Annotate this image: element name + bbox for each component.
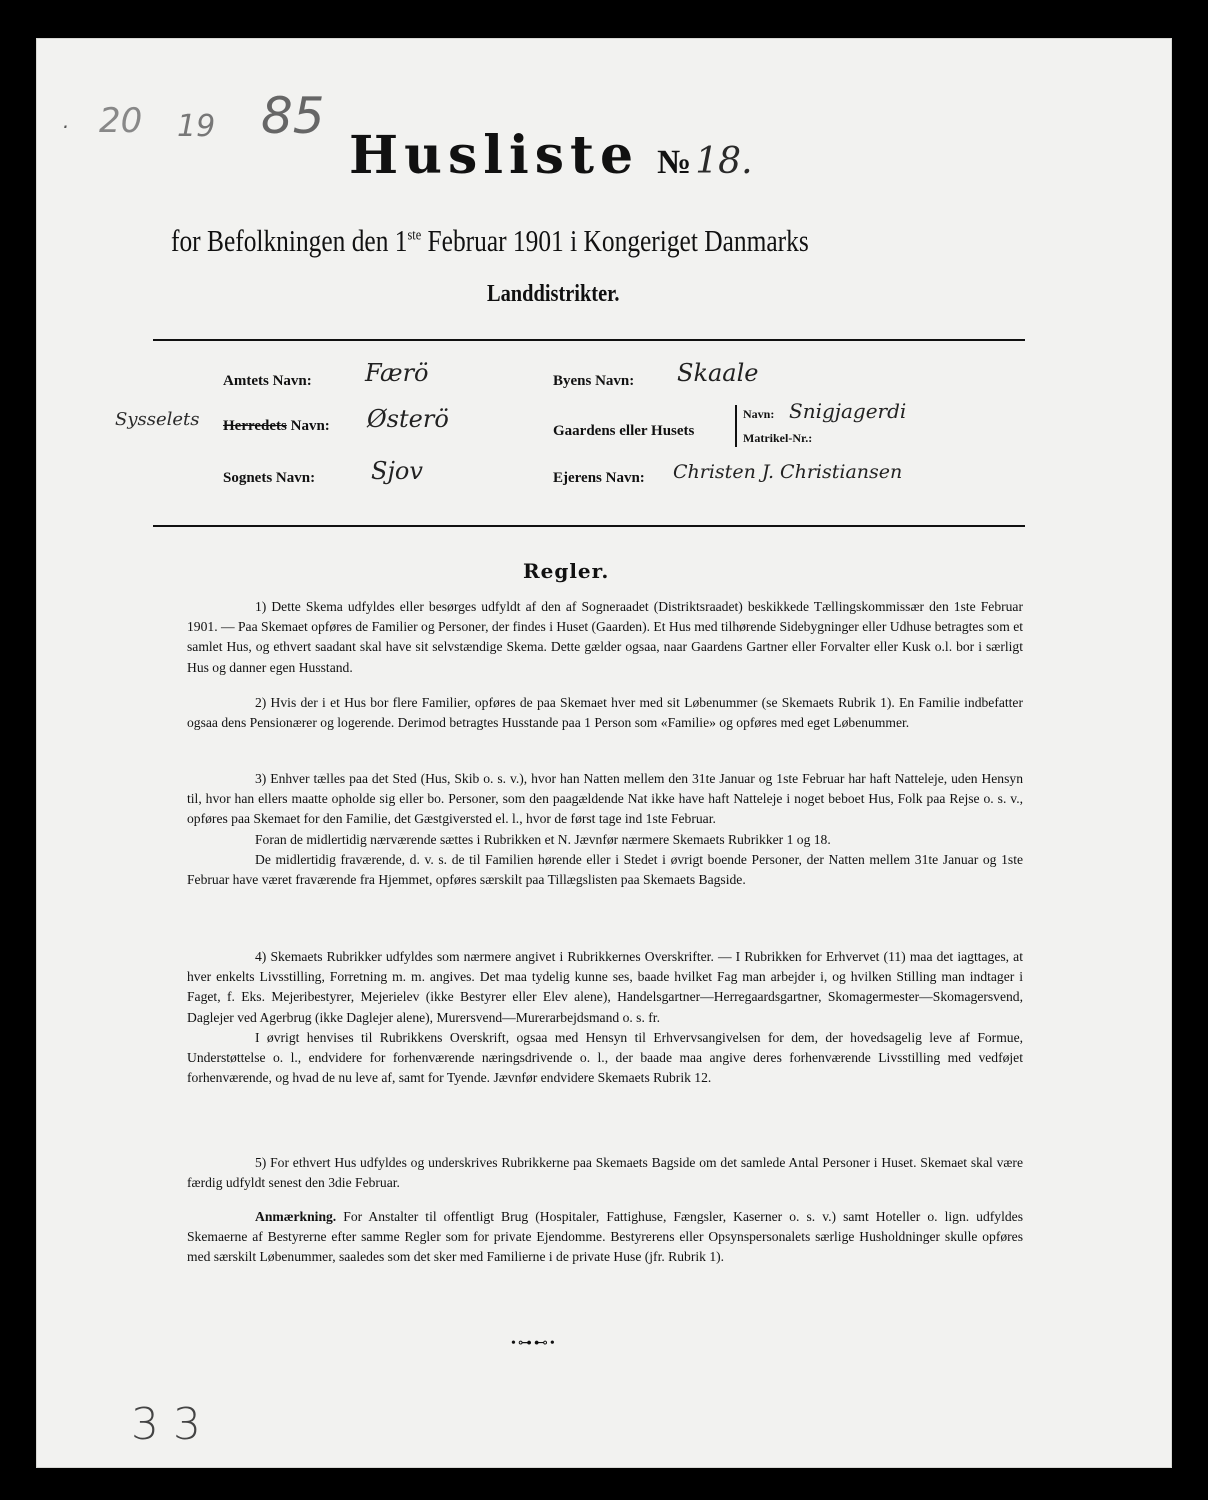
sogn-value: Sjov — [371, 457, 423, 485]
sogn-label: Sognets Navn: — [223, 470, 316, 486]
top-rule — [153, 339, 1025, 341]
gaard-navn-value: Snigjagerdi — [789, 399, 907, 423]
subtitle-pre: for Befolkningen den 1 — [171, 223, 408, 258]
matrikel-label: Matrikel-Nr.: — [743, 431, 813, 445]
gaard-label: Gaardens eller Husets — [553, 423, 695, 439]
annotation-label: Anmærkning. — [255, 1209, 337, 1224]
rule-3a-text: 3) Enhver tælles paa det Sted (Hus, Skib o. s. v.), hvor han Natten mellem den 31te Januar og 1ste Februar har haft Natteleje, uden Hensyn til, hvor han ellers maatte opholde sig eller bo. Personer, som den paagældende Nat ikke have haft Natteleje i noget beboet Hus, Folk paa Rejse o. s. v., opføres paa Skemaet for den Familie, det Gæstgiversted el. l., hvor de først tage ind 1ste Februar. — [187, 771, 1023, 827]
rule-2-text: 2) Hvis der i et Hus bor flere Familier, opføres de paa Skemaet hver med sit Løbenummer (se Skemaets Rubrik 1). En Familie indbefatter ogsaa dens Pensionærer og logerende. Derimod betragtes Husstande paa 1 Person som «Familie» og opføres med eget Løbenummer. — [187, 695, 1023, 731]
bottom-margin-note: 3 3 — [131, 1399, 201, 1450]
amt-label: Amtets Navn: — [223, 373, 312, 389]
margin-note-3: 85 — [261, 87, 325, 145]
rule-3 — [187, 769, 1023, 890]
herred-label-row — [223, 418, 330, 435]
herred-prefix: Sysselets — [115, 409, 200, 430]
herred-value: Østerö — [367, 405, 449, 433]
herred-struck: Herredets — [223, 418, 287, 434]
herred-label: Navn: — [290, 418, 330, 434]
gaard-navn-label: Navn: — [743, 407, 775, 421]
subtitle-post: Februar 1901 i Kongeriget Danmarks — [421, 223, 809, 258]
census-form-page — [36, 38, 1172, 1468]
rule-4a-text: 4) Skemaets Rubrikker udfyldes som nærmere angivet i Rubrikkernes Overskrifter. — I Rubrikken for Erhvervet (11) maa det iagttages, at hver enkelts Livsstilling, Forretning m. m. angives. Det maa tydelig kunne ses, baade hvilket Fag man arbejder i, og hvilken Stilling man indtager i Faget, f. Eks. Mejeribestyrer, Mejerielev (ikke Bestyrer eller Elev alene), Handelsgartner—Herregaardsgartner, Skomagermester—Skomagersvend, Daglejer ved Agerbrug (ikke Daglejer alene), Murersvend—Murerarbejdsmand o. s. fr. — [187, 949, 1023, 1025]
by-value: Skaale — [677, 359, 759, 387]
district-heading: Landdistrikter. — [487, 281, 620, 307]
ejer-label: Ejerens Navn: — [553, 470, 645, 486]
bottom-rule — [153, 525, 1025, 527]
gaard-bracket — [735, 405, 737, 447]
rule-3b-text: Foran de midlertidig nærværende sættes i Rubrikken et N. Jævnfør nærmere Skemaets Rubrikker 1 og 18. — [255, 831, 831, 847]
rule-5 — [187, 1153, 1023, 1193]
amt-value: Færö — [365, 359, 429, 387]
number-prefix: № — [657, 144, 692, 181]
rule-4 — [187, 947, 1023, 1088]
rule-4b-text: I øvrigt henvises til Rubrikkens Overskrift, ogsaa med Hensyn til Erhvervsangivelsen for dem, der hovedsagelig leve af Formue, Understøttelse o. l., endvidere for forhenværende næringsdrivende o. l., der baade maa angive deres forhenværende Livsstilling med vedføjet forhenværende, og hvad de nu leve af, samt for Tyende. Jævnfør endvidere Skemaets Rubrik 12. — [187, 1029, 1023, 1086]
margin-note-2: 19 — [177, 109, 216, 144]
rule-1 — [187, 597, 1023, 678]
rule-2 — [187, 693, 1023, 733]
ejer-value: Christen J. Christiansen — [673, 461, 903, 483]
subtitle-sup: ste — [407, 227, 422, 244]
rule-5-text: 5) For ethvert Hus udfyldes og underskrives Rubrikkerne paa Skemaets Bagside om det samlede Antal Personer i Huset. Skemaet skal være færdig udfyldt senest den 3die Februar. — [187, 1155, 1023, 1191]
annotation — [187, 1207, 1023, 1268]
by-label: Byens Navn: — [553, 373, 635, 389]
page-title: Husliste — [349, 125, 640, 186]
title-block — [349, 125, 753, 186]
rules-heading: Regler. — [523, 559, 610, 583]
rule-1-text: 1) Dette Skema udfyldes eller besørges udfyldt af den af Sogneraadet (Distriktsraadet) beskikkede Tællingskommissær den 1ste Februar 1901. — Paa Skemaet opføres de Familier og Personer, der findes i Huset (Gaarden). Et Hus med tilhørende Sidebygninger eller Udhuse betragtes som et samlet Hus, og ethvert saadant skal have sit selvstændige Skema. Dette gælder ogsaa, naar Gaardens Gartner eller Forvalter eller Kusk o.l. bor i særligt Hus og danner egen Husstand. — [187, 599, 1024, 675]
margin-note-1: 20 — [99, 101, 143, 141]
annotation-text: For Anstalter til offentligt Brug (Hospitaler, Fattighuse, Fængsler, Kaserner o. s. v.) samt Hoteller o. lign. udfyldes Skemaerne af Bestyrerne efter samme Regler som for private Ejendomme. Bestyrerens eller Opsynspersonalets særlige Husholdninger skulle opføres med særskilt Løbenummer, saaledes som det sker med Familierne i de private Huse (jfr. Rubrik 1). — [187, 1209, 1023, 1265]
rule-3c-text: De midlertidig fraværende, d. v. s. de til Familien hørende eller i Stedet i øvrigt boende Personer, der Natten mellem 31te Januar og 1ste Februar have været fraværende fra Hjemmet, opføres særskilt paa Tillægslisten paa Skemaets Bagside. — [187, 851, 1023, 888]
form-number: 18. — [695, 141, 753, 182]
subtitle — [171, 223, 809, 259]
ornament-divider: •⊶⊷• — [511, 1336, 557, 1351]
margin-dot: . — [63, 109, 70, 133]
